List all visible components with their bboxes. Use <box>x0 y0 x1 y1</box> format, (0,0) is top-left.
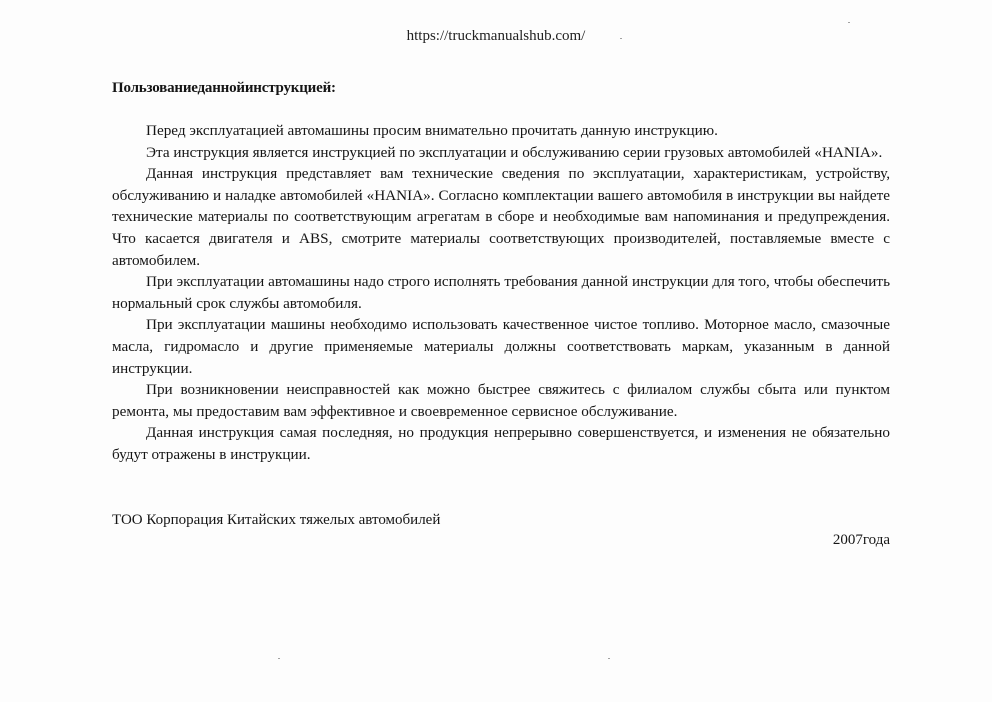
document-year: 2007года <box>832 532 890 548</box>
paragraph: При эксплуатации автомашины надо строго исполнять требования данной инструкции для того, чтобы обеспечить нормальный срок службы автомобиля. <box>112 273 890 312</box>
scan-speck <box>278 658 280 659</box>
scan-speck <box>608 658 610 659</box>
section-title: Пользованиеданнойинструкцией: <box>112 80 336 96</box>
scan-speck <box>848 22 850 23</box>
paragraph: Эта инструкция является инструкцией по эксплуатации и обслуживанию серии грузовых автомобилей «HANIA». <box>146 143 883 161</box>
scan-speck <box>620 38 622 39</box>
header-url: https://truckmanualshub.com/ <box>406 28 586 44</box>
paragraph: Перед эксплуатацией автомашины просим внимательно прочитать данную инструкцию. <box>146 122 718 139</box>
paragraph: При эксплуатации машины необходимо использовать качественное чистое топливо. Моторное масло, смазочные масла, гидромасло и другие применяемые материалы должны соответствовать маркам, указанным в данной инструкции. <box>112 316 890 377</box>
paragraph: При возникновении неисправностей как можно быстрее свяжитесь с филиалом службы сбыта или пунктом ремонта, мы предоставим вам эффективное и своевременное сервисное обслуживание. <box>112 381 890 420</box>
organization-signature: ТОО Корпорация Китайских тяжелых автомобилей <box>112 512 441 528</box>
paragraph: Данная инструкция самая последняя, но продукция непрерывно совершенствуется, и изменения не обязательно будут отражены в инструкции. <box>112 424 890 463</box>
instruction-body <box>112 120 890 466</box>
paragraph: Данная инструкция представляет вам технические сведения по эксплуатации, характеристикам, устройству, обслуживанию и наладке автомобилей «HANIA». Согласно комплектации вашего автомобиля в инструкции вы найдете технические материалы по соответствующим агрегатам в сборе и необходимые вам напоминания и предупреждения. Что касается двигателя и ABS, смотрите материалы соответствующих производителей, поставляемые вместе с автомобилем. <box>112 165 890 269</box>
